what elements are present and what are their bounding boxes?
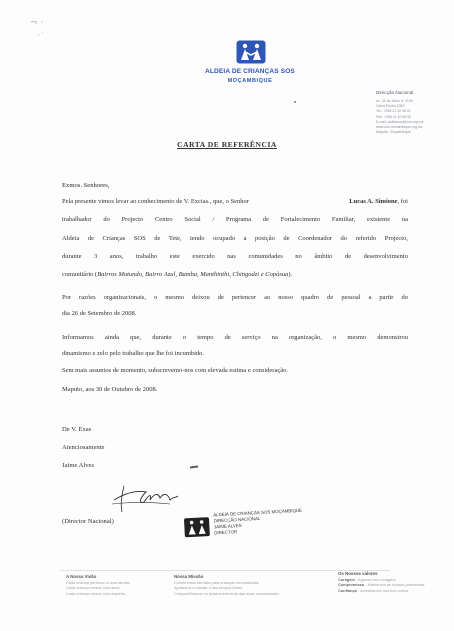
org-country: MOÇAMBIQUE (227, 78, 273, 84)
text-fragment: Pela presente vimos levar ao conhecimento de V. Excias., que, o Senhor (62, 198, 251, 205)
paragraph-line (62, 271, 408, 278)
paragraph-line: dia 26 de Setembro de 2008. (62, 310, 137, 317)
signature (110, 478, 180, 516)
scan-artifact: ¬ · (30, 18, 44, 28)
address-line: www.sos-mocambique.org.mz (376, 125, 423, 130)
stamp-text: DIRECÇÃO NACIONAL (213, 515, 261, 524)
signatory-name: Jaime Alves (62, 462, 95, 469)
sos-logo-icon (236, 40, 266, 64)
text-fragment: comunitário ( (62, 271, 98, 278)
value-name: Coragem (338, 577, 355, 582)
address-block (376, 90, 450, 135)
footer-line: Construímos famílias para crianças necessitadas (174, 580, 259, 585)
footer-heading: Os Nossos valores (338, 571, 378, 576)
paragraph-line: Sem mais assuntos de momento, subscrevemo-nos com elevada estima e consideração. (62, 367, 288, 374)
text-fragment: , foi (397, 198, 408, 205)
value-name: Confiança (338, 587, 357, 593)
address-line: E-mail: aldeiasos@sos.org.mz (376, 119, 424, 124)
stamp-text: DIRECTOR (214, 529, 238, 536)
value-desc: - Acreditamos uns nos outros (356, 587, 409, 593)
footer-line: Cada criança cresce com amor (66, 585, 120, 591)
value-desc: - Agimos com coragem (354, 577, 396, 582)
official-stamp (183, 504, 335, 550)
paragraph-line: Informamos ainda que, durante o tempo de serviço na organização, o mesmo demonstrou (62, 334, 408, 341)
address-line: Maputo - Moçambique (376, 130, 411, 135)
closing-line: Atenciosamente (62, 444, 105, 451)
address-title: Direcção Nacional (376, 90, 414, 95)
scan-dot (294, 101, 296, 103)
footer-line: Cada criança cresce com respeito (66, 590, 125, 596)
place-date: Maputo, aos 30 de Outubro de 2008. (62, 386, 158, 393)
paragraph-line: trabalhador do Projecto Centro Social / Programa de Fortalecimento Familiar, existente na (62, 216, 408, 223)
footer-heading: A Nossa Visão (66, 574, 97, 579)
paragraph-line (62, 198, 408, 205)
text-fragment: ). (288, 271, 293, 278)
footer-line: Ajudamos a moldar o seu próprio futuro (174, 585, 243, 591)
document-title: CARTA DE REFERÊNCIA (177, 140, 277, 149)
value-desc: - Mantemos as nossas promessas (364, 582, 425, 588)
footer-line (338, 588, 425, 593)
stamp-text: ALDEIA DE CRIANÇAS SOS MOÇAMBIQUE (213, 507, 303, 518)
org-name: ALDEIA DE CRIANÇAS SOS (205, 68, 295, 75)
person-name: Lucas A. Simione (349, 198, 398, 205)
paragraph-line: Aldeia de Crianças SOS de Tete, tendo ocupado a posição de Coordenador do referido Projecto, (62, 235, 408, 242)
paragraph-line: Por razões organizacionais, o mesmo deixou de pertencer ao nosso quadro de pessoal a partir do (62, 294, 408, 301)
pen-mark (190, 465, 198, 468)
footer-heading: Nossa Missão (174, 574, 204, 579)
footer-vision (66, 574, 130, 596)
greeting: Exmos. Senhores, (62, 182, 110, 189)
value-name: Compromisso (338, 582, 365, 588)
footer-line: Compartilhamos no desenvolvimento das suas comunidades (174, 590, 279, 596)
neighbourhoods-list: Bairros Matundo, Bairro Azul, Bamba, Manthinthi, Chingodzi e Copàsua (97, 271, 289, 278)
paragraph-line: dinamismo e zelo pelo trabalho que lhe foi incumbido. (62, 350, 205, 357)
stamp-text: JAIME ALVES (213, 522, 242, 530)
footer-mission (174, 574, 279, 596)
closing-line: De V. Exas (62, 426, 92, 433)
paragraph-line: durante 3 anos, trabalho este exercido nas comunidades no âmbito de desenvolvimento (62, 253, 408, 260)
footer-line: Cada criança pertence a uma família (66, 580, 130, 585)
footer-values (338, 571, 425, 593)
address-line: Caixa Postal 2082 (376, 104, 405, 109)
signatory-role: (Director Nacional) (62, 518, 114, 525)
address-line: Fax: +258 21 40 98 00 (376, 114, 412, 119)
stamp-sos-logo-icon (183, 517, 210, 538)
address-line: Av. 24 de Julho nº 2150 (376, 99, 413, 103)
address-line: Tel.: +258 21 40 98 01 (376, 109, 411, 114)
scan-artifact: , · (38, 30, 44, 37)
